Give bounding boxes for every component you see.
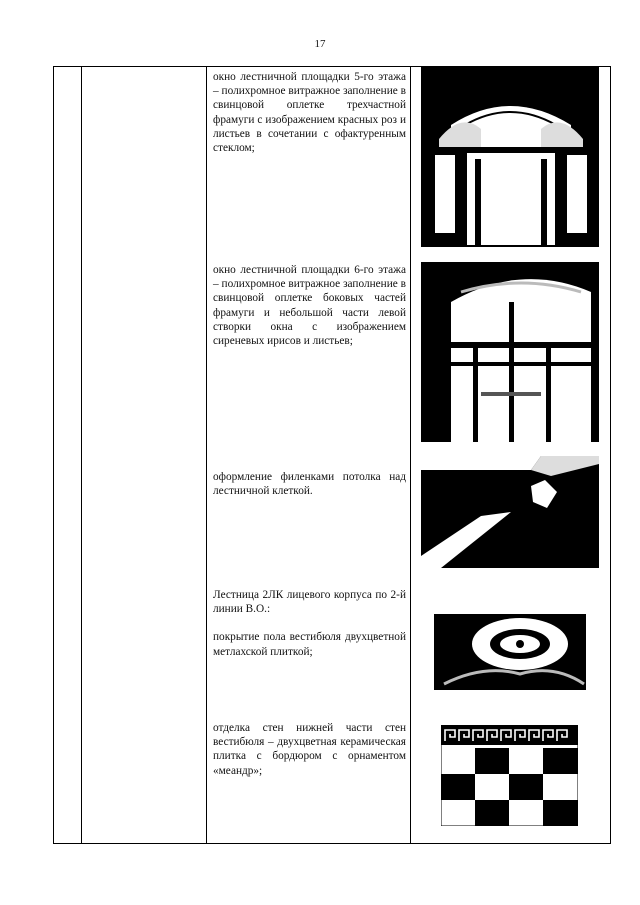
staircase-heading: Лестница 2ЛК лицевого корпуса по 2-й линии В.О.:: [213, 589, 406, 616]
floor-covering-text: покрытие пола вестибюля двухцветной метлахской плиткой;: [213, 631, 406, 658]
row-4-text: [213, 588, 406, 659]
row-2-text: окно лестничной площадки 6-го этажа – полихромное витражное заполнение в свинцовой оплетке боковых частей фрамуги и небольшой части левой створки окна с изображением сиреневых ирисов и листьев;: [213, 264, 406, 348]
row-3-text: оформление филенками потолка над лестничной клеткой.: [213, 471, 406, 498]
row-1-text: окно лестничной площадки 5-го этажа – полихромное витражное заполнение в свинцовой оплетке трехчастной фрамуги с изображением красных роз и листьев в сочетании с офактуренным стеклом;: [213, 71, 406, 155]
row-5-text: отделка стен нижней части стен вестибюля – двухцветная керамическая плитка с бордюром с орнаментом «меандр»;: [213, 722, 406, 777]
row-2-photo-window-6th-floor: [421, 262, 599, 442]
row-1-photo-window-5th-floor: [421, 67, 599, 247]
column-divider: [410, 67, 411, 843]
row-4-photo-floor-tiles: [434, 614, 586, 690]
column-divider: [81, 67, 82, 843]
row-3-photo-ceiling-panels: [421, 456, 599, 568]
column-divider: [206, 67, 207, 843]
row-5-photo-wall-tiles-meander: [441, 725, 578, 826]
page-number: 17: [314, 38, 326, 50]
